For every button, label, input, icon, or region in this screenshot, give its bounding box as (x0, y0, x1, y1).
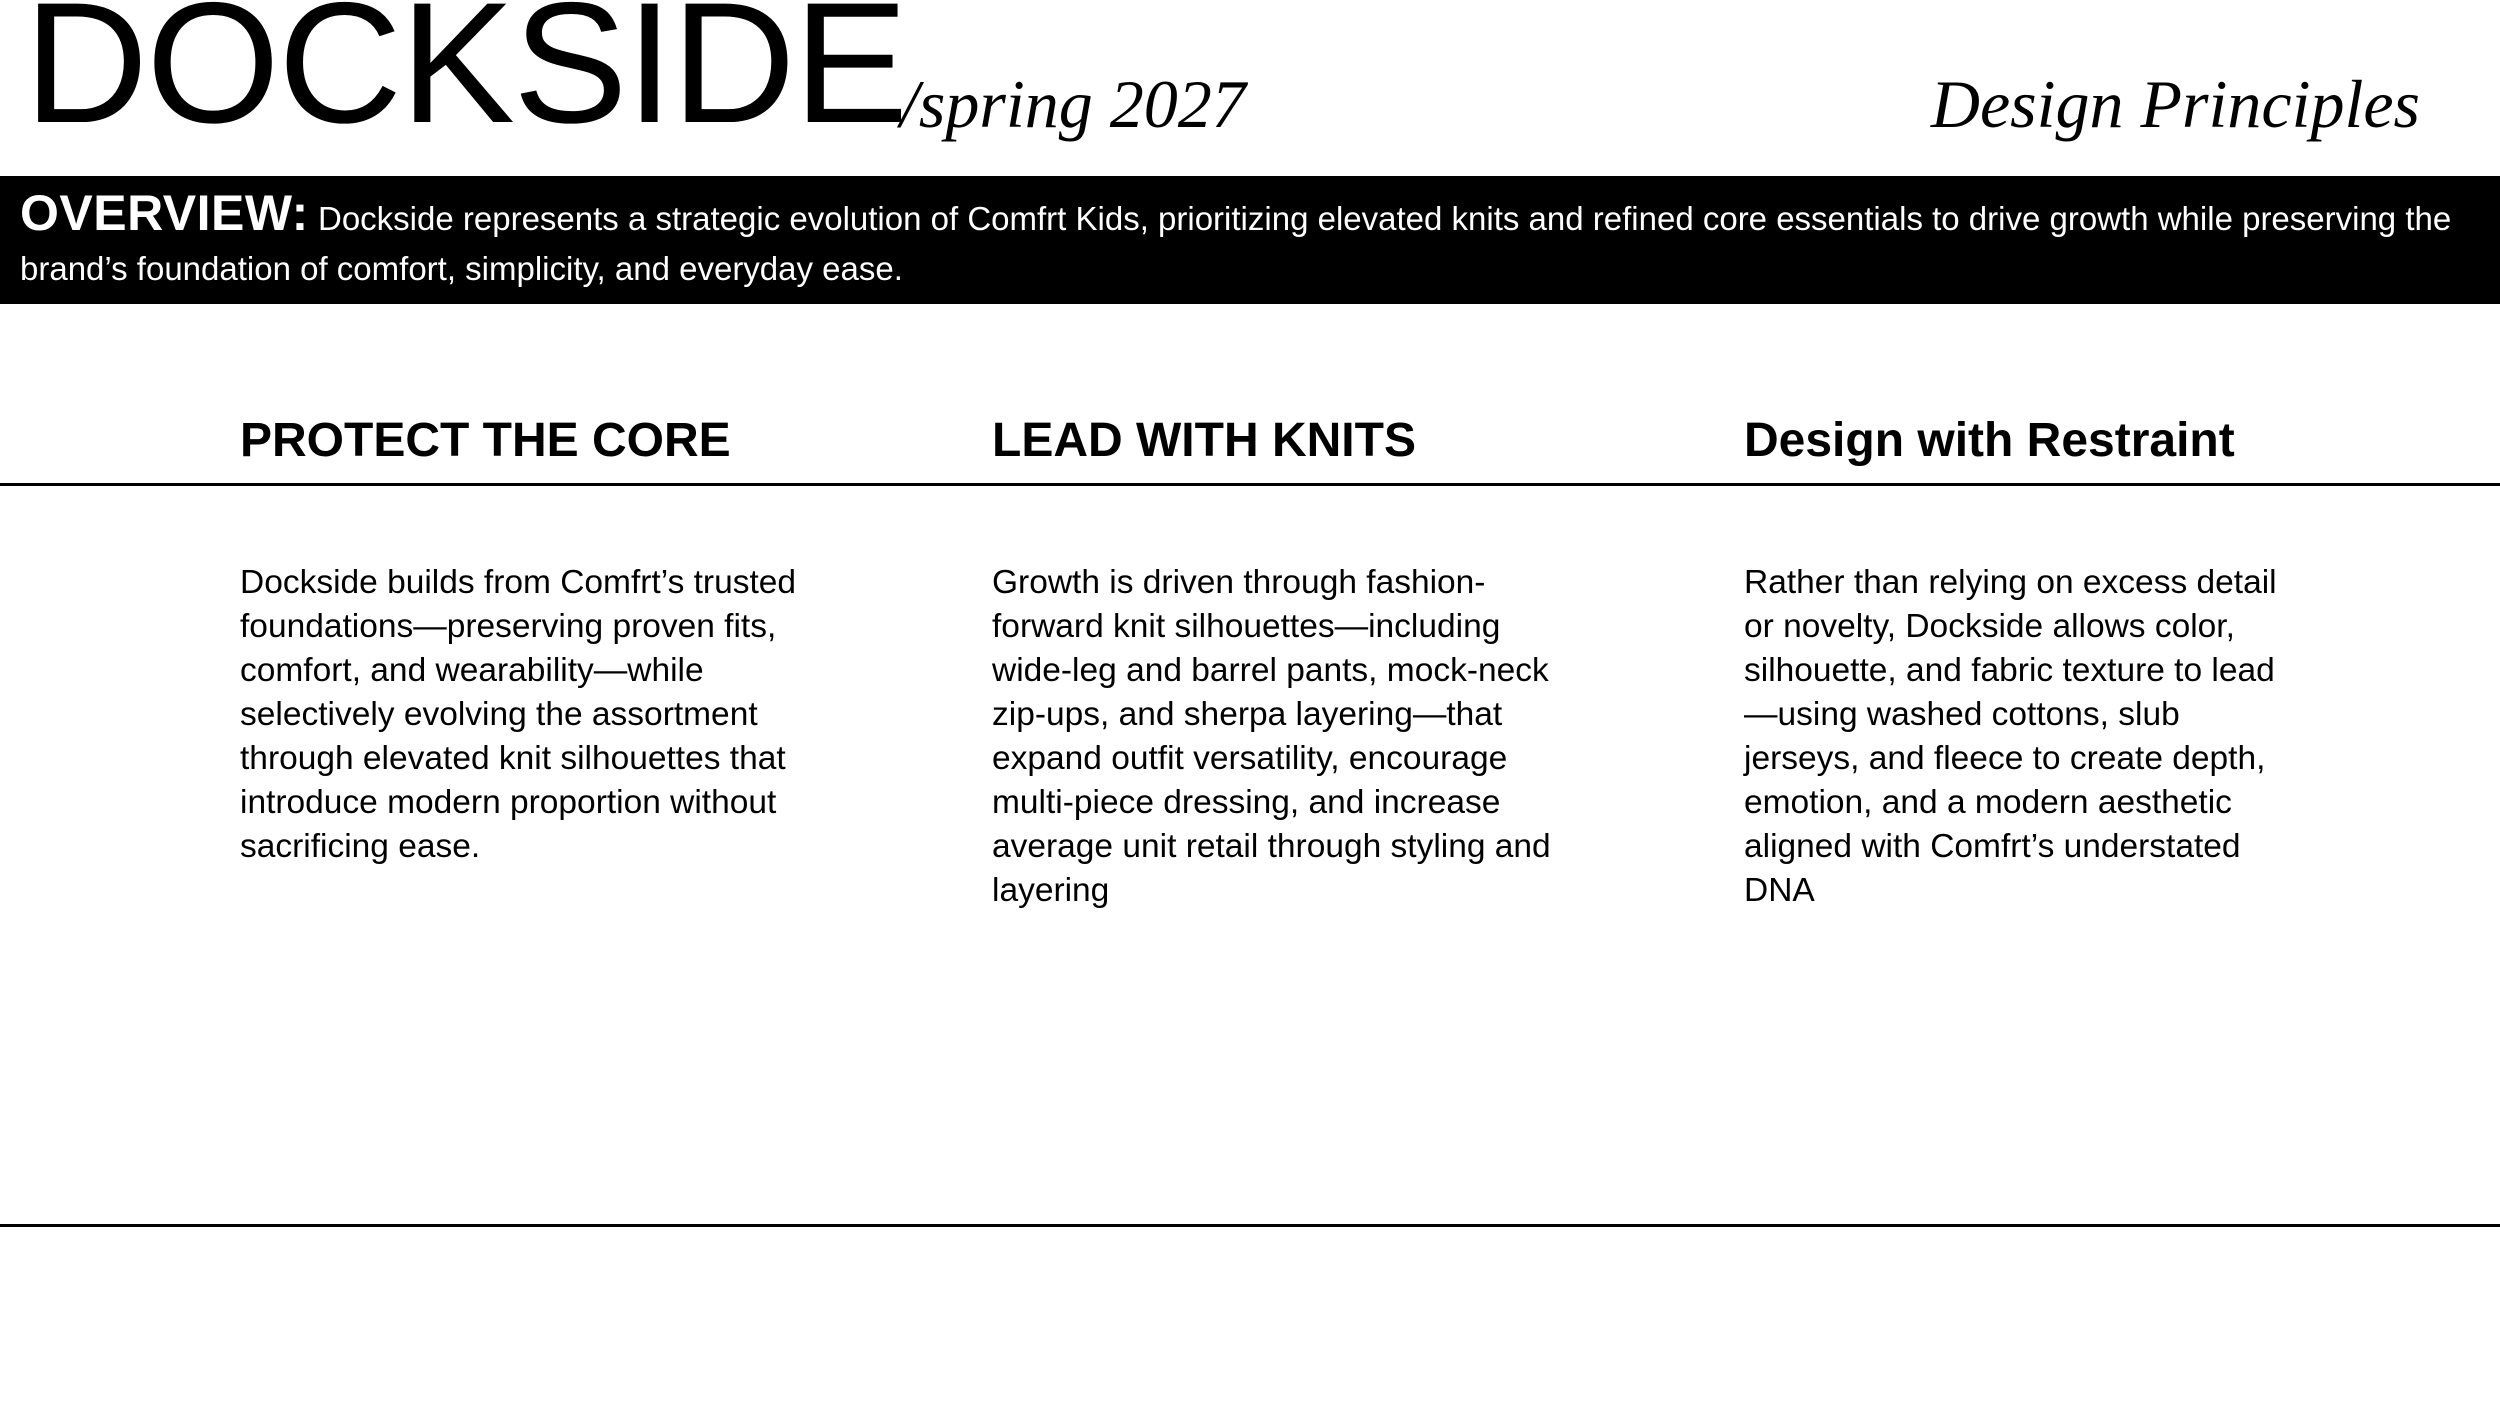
section-title: Design Principles (1930, 66, 2420, 142)
page-header (0, 0, 2500, 176)
principle-body-protect-core: Dockside builds from Comfrt’s trusted foundations—preserving proven fits, comfort, and wearability—while selectively evolving the assortment through elevated knit silhouettes that introduce modern proportion without sacrificing ease. (240, 564, 797, 865)
principle-title-protect-core: PROTECT THE CORE (240, 414, 731, 467)
top-divider (0, 483, 2500, 486)
season-label: /spring 2027 (900, 66, 1246, 142)
overview-banner (0, 176, 2500, 304)
bottom-divider (0, 1224, 2500, 1227)
principle-title-design-restraint: Design with Restraint (1744, 414, 2235, 467)
principle-body-design-restraint: Rather than relying on excess detail or novelty, Dockside allows color, silhouette, and fabric texture to lead—using washed cottons, slub jerseys, and fleece to create depth, emotion, and a modern aesthetic aligned with Comfrt’s understated DNA (1744, 564, 2277, 909)
overview-label: OVERVIEW: (20, 185, 309, 241)
principle-title-lead-knits: LEAD WITH KNITS (992, 414, 1416, 467)
brand-wordmark: DOCKSIDE (24, 0, 907, 159)
overview-text: Dockside represents a strategic evolution of Comfrt Kids, prioritizing elevated knits and refined core essentials to drive growth while preserving the brand’s foundation of comfort, simplicity, and everyday ease. (20, 200, 2452, 287)
principle-body-lead-knits: Growth is driven through fashion-forward knit silhouettes—including wide-leg and barrel pants, mock-neck zip-ups, and sherpa layering—that expand outfit versatility, encourage multi-piece dressing, and increase average unit retail through styling and layering (992, 564, 1551, 909)
